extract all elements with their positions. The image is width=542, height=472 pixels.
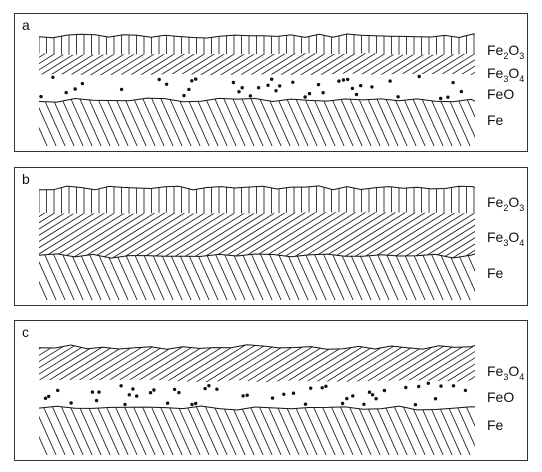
fe2o3-surface-line: [39, 186, 475, 190]
fe-substrate: [16, 252, 516, 302]
label-fe3o4: $Fe_3O_4$: [487, 363, 525, 382]
label-fe: Fe: [487, 417, 504, 433]
label-fe3o4: $Fe_3O_4$: [487, 229, 525, 248]
panel-a: [14, 13, 528, 152]
label-fe3o4: $Fe_3O_4$: [487, 65, 525, 84]
fe3o4-layer: [15, 210, 529, 260]
label-fe: Fe: [487, 265, 504, 281]
panel-letter-b: b: [22, 171, 30, 187]
fe-substrate: [16, 96, 516, 148]
metal-interface-line: [39, 406, 475, 410]
panel-b: [14, 167, 528, 306]
label-fe2o3: $Fe_2O_3$: [487, 42, 525, 61]
metal-interface-line: [39, 254, 475, 258]
fe-substrate: [15, 404, 516, 457]
oxide-layers-diagram-a: [15, 14, 529, 153]
label-fe2o3: $Fe_2O_3$: [487, 194, 525, 213]
label-feo: FeO: [487, 86, 515, 102]
panel-letter-a: a: [22, 17, 30, 33]
label-feo: FeO: [487, 389, 515, 405]
oxide-layers-diagram-b: [15, 168, 529, 307]
feo-layer: [44, 382, 467, 407]
panel-letter-c: c: [22, 324, 29, 340]
fe2o3-layer: [39, 184, 474, 216]
feo-layer: [39, 75, 463, 100]
fe3o4-layer: [15, 51, 529, 77]
label-fe: Fe: [487, 112, 504, 128]
oxide-layers-diagram-c: [15, 321, 529, 462]
fe2o3-surface-line: [39, 34, 475, 38]
metal-interface-line: [39, 98, 475, 102]
fe3o4-layer: [15, 343, 529, 384]
panel-c: [14, 320, 528, 461]
